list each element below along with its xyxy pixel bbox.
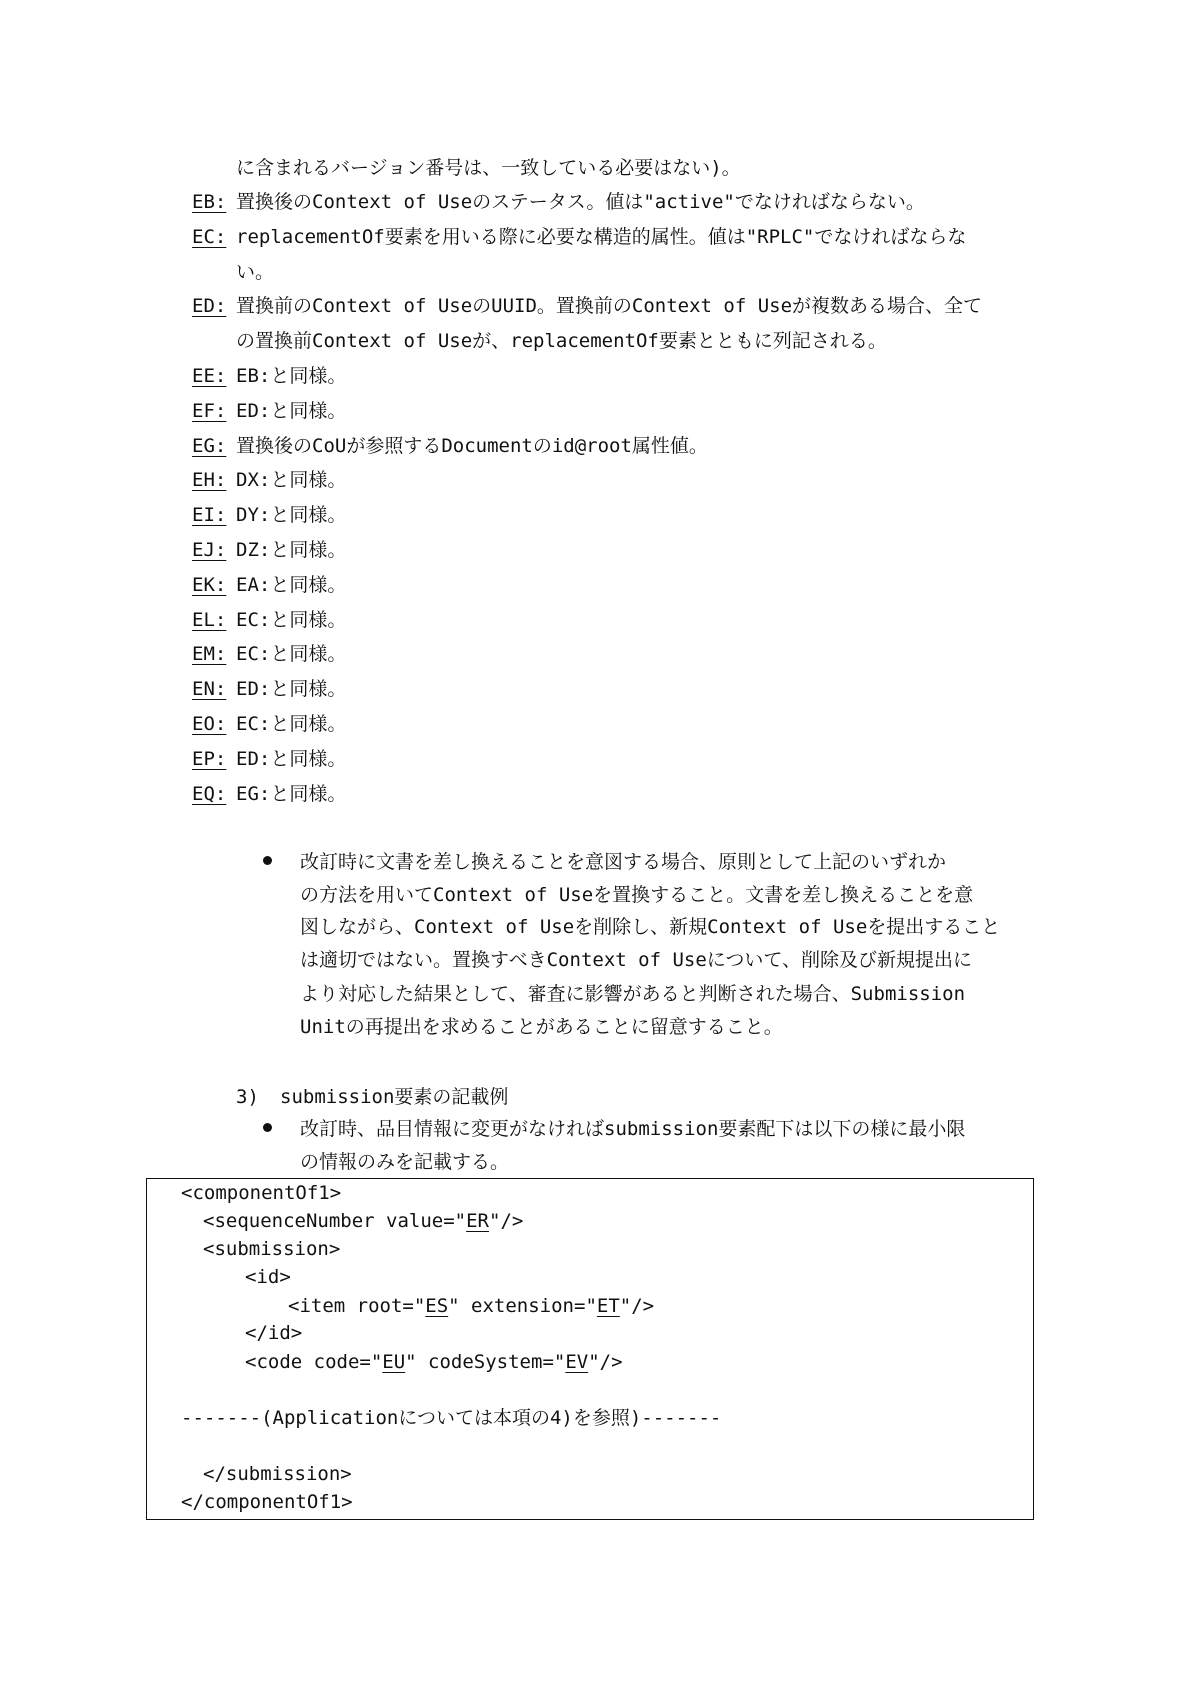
section-number: 3) <box>236 1086 259 1108</box>
code-placeholder: ES <box>425 1295 449 1317</box>
definition-text: EG:と同様。 <box>236 782 347 805</box>
bullet-dot-icon <box>263 856 272 865</box>
definition-code: EI: <box>192 504 227 527</box>
code-placeholder: EU <box>382 1351 406 1373</box>
intro-continuation: に含まれるバージョン番号は、一致している必要はない)。 <box>236 157 741 179</box>
definition-text: EC:と同様。 <box>236 643 347 666</box>
definition-text: EA:と同様。 <box>236 573 347 596</box>
note-line: より対応した結果として、審査に影響があると判断された場合、Submission <box>300 983 966 1005</box>
definition-text: 置換前のContext of UseのUUID。置換前のContext of Useが複数ある場合、全て <box>236 295 983 318</box>
code-line: <code code="EU" codeSystem="EV"/> <box>245 1351 623 1373</box>
code-placeholder: EV <box>565 1351 589 1373</box>
definition-text: DY:と同様。 <box>236 504 347 527</box>
definition-text: 置換後のCoUが参照するDocumentのid@root属性値。 <box>236 434 708 457</box>
definition-code: EM: <box>192 643 227 666</box>
code-line: </componentOf1> <box>181 1491 353 1513</box>
definition-text: EC:と同様。 <box>236 608 347 631</box>
definition-code: EJ: <box>192 539 227 561</box>
code-placeholder: ER <box>466 1210 489 1232</box>
definition-code: EO: <box>192 713 227 735</box>
definition-code: ED: <box>192 295 227 318</box>
note-line: 改訂時に文書を差し換えることを意図する場合、原則として上記のいずれか <box>300 851 947 873</box>
definition-text: replacementOf要素を用いる際に必要な構造的属性。値は"RPLC"でなければならな <box>236 225 967 248</box>
note-line: の方法を用いてContext of Useを置換すること。文書を差し換えることを意 <box>300 884 974 906</box>
definition-text: DZ:と同様。 <box>236 539 347 561</box>
definition-code: EF: <box>192 399 227 422</box>
code-line: -------(Applicationについては本項の4)を参照)------- <box>181 1407 722 1429</box>
note-line: は適切ではない。置換すべきContext of Useについて、削除及び新規提出に <box>300 949 973 971</box>
definition-text: DX:と同様。 <box>236 469 347 492</box>
code-placeholder: ET <box>596 1295 620 1317</box>
definition-text: EC:と同様。 <box>236 713 347 735</box>
code-line: </submission> <box>203 1463 352 1485</box>
section3-bullet-line: 改訂時、品目情報に変更がなければsubmission要素配下は以下の様に最小限 <box>300 1118 966 1140</box>
definition-text-continuation: の置換前Context of Useが、replacementOf要素とともに列記される。 <box>236 330 887 353</box>
definition-text: ED:と同様。 <box>236 747 347 770</box>
definition-code: EE: <box>192 365 227 387</box>
definition-code: EQ: <box>192 782 227 805</box>
definition-text-continuation: い。 <box>236 260 275 283</box>
definition-text: 置換後のContext of Useのステータス。値は"active"でなければならない。 <box>236 191 925 213</box>
definition-code: EN: <box>192 678 227 701</box>
code-line: <componentOf1> <box>181 1182 342 1204</box>
section3-bullet-line: の情報のみを記載する。 <box>300 1151 510 1173</box>
code-line: </id> <box>245 1322 303 1344</box>
bullet-dot-icon <box>263 1123 272 1132</box>
definition-code: EL: <box>192 608 227 631</box>
definition-code: EH: <box>192 469 227 492</box>
section-title: submission要素の記載例 <box>280 1086 509 1108</box>
code-line: <sequenceNumber value="ER"/> <box>203 1210 524 1232</box>
definition-code: EK: <box>192 573 227 596</box>
definition-code: EG: <box>192 434 227 457</box>
definition-code: EB: <box>192 191 227 213</box>
definition-code: EC: <box>192 225 227 248</box>
code-example-box <box>146 1178 1034 1520</box>
definition-text: ED:と同様。 <box>236 399 347 422</box>
code-line: <item root="ES" extension="ET"/> <box>288 1295 655 1317</box>
definition-text: ED:と同様。 <box>236 678 347 701</box>
note-line: 図しながら、Context of Useを削除し、新規Context of Useを提出すること <box>300 916 1001 938</box>
code-line: <submission> <box>203 1238 341 1260</box>
code-line: <id> <box>245 1266 291 1288</box>
definition-code: EP: <box>192 747 227 770</box>
definition-text: EB:と同様。 <box>236 365 347 387</box>
note-line: Unitの再提出を求めることがあることに留意すること。 <box>300 1016 783 1038</box>
